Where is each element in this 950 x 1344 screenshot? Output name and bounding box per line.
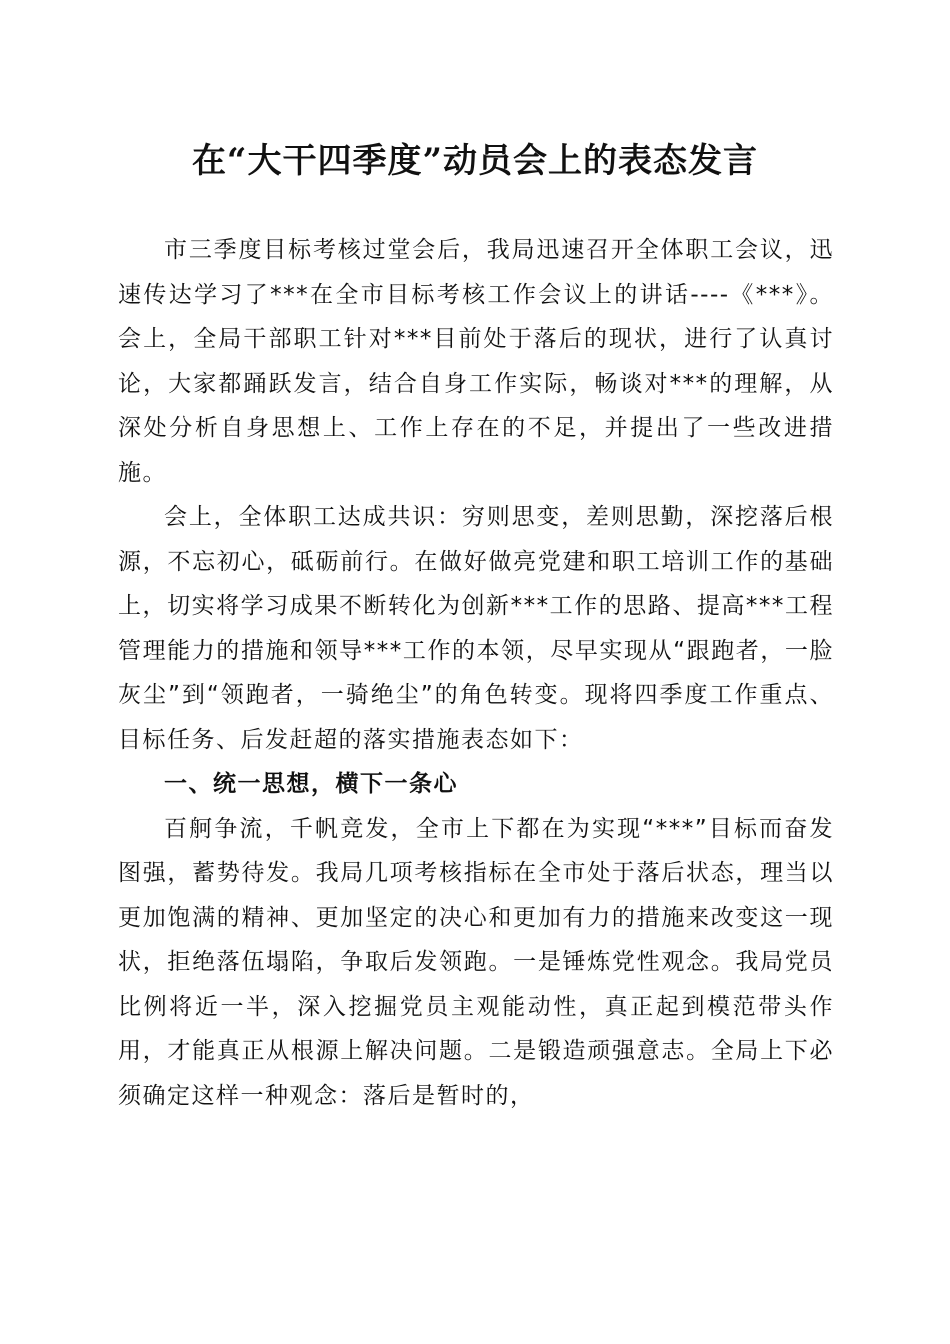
paragraph-section-one: 百舸争流，千帆竞发，全市上下都在为实现“***”目标而奋发图强，蓄势待发。我局几项考核指标在全市处于落后状态，理当以更加饱满的精神、更加坚定的决心和更加有力的措施来改变这一现状，拒绝落伍塌陷，争取后发领跑。一是锤炼党性观念。我局党员比例将近一半，深入挖掘党员主观能动性，真正起到模范带头作用，才能真正从根源上解决问题。二是锻造顽强意志。全局上下必须确定这样一种观念：落后是暂时的， xyxy=(118,815,834,1109)
document-body xyxy=(118,228,834,1118)
section-heading: 一、统一思想，横下一条心 xyxy=(164,771,458,797)
paragraph-intro: 市三季度目标考核过堂会后，我局迅速召开全体职工会议，迅速传达学习了***在全市目标考核工作会议上的讲话----《***》。会上，全局干部职工针对***目前处于落后的现状，进行了认真讨论，大家都踊跃发言，结合自身工作实际，畅谈对***的理解，从深处分析自身思想上、工作上存在的不足，并提出了一些改进措施。 xyxy=(118,237,834,486)
document-title: 在“大干四季度”动员会上的表态发言 xyxy=(191,141,759,181)
paragraph-consensus: 会上，全体职工达成共识：穷则思变，差则思勤，深挖落后根源，不忘初心，砥砺前行。在做好做亮党建和职工培训工作的基础上，切实将学习成果不断转化为创新***工作的思路、提高***工程管理能力的措施和领导***工作的本领，尽早实现从“跟跑者，一脸灰尘”到“领跑者，一骑绝尘”的角色转变。现将四季度工作重点、目标任务、后发赶超的落实措施表态如下： xyxy=(118,504,834,753)
